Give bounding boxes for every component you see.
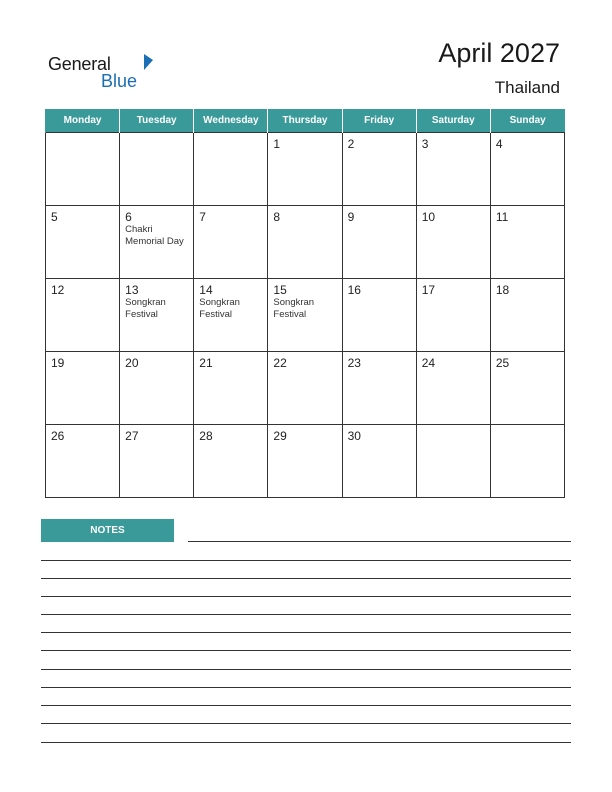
day-cell (268, 279, 342, 352)
day-number: 16 (347, 283, 361, 297)
holiday-label: Chakri Memorial Day (125, 224, 184, 247)
weekday-header-row (46, 109, 565, 133)
month-year-title: April 2027 (438, 38, 560, 68)
day-number: 21 (199, 356, 213, 370)
day-cell (268, 206, 342, 279)
notes-line (41, 650, 571, 651)
weekday-header: Saturday (416, 109, 490, 133)
day-cell (268, 352, 342, 425)
day-cell (490, 206, 564, 279)
day-cell (490, 425, 564, 498)
weekday-header: Friday (342, 109, 416, 133)
day-cell (342, 206, 416, 279)
logo-word-blue: Blue (101, 71, 138, 91)
day-cell (120, 206, 194, 279)
day-cell (120, 279, 194, 352)
weekday-header: Wednesday (194, 109, 268, 133)
weekday-header: Tuesday (120, 109, 194, 133)
day-number: 26 (51, 429, 65, 443)
day-number: 23 (347, 356, 361, 370)
day-number: 29 (273, 429, 287, 443)
day-cell (46, 425, 120, 498)
day-cell (490, 133, 564, 206)
notes-line (41, 687, 571, 688)
day-number: 19 (51, 356, 65, 370)
logo-word-general: General (48, 54, 111, 74)
day-number: 12 (51, 283, 65, 297)
notes-heading: NOTES (41, 519, 174, 542)
day-cell (120, 133, 194, 206)
day-cell (416, 279, 490, 352)
day-number: 8 (273, 210, 281, 224)
day-number: 20 (125, 356, 139, 370)
day-cell (416, 133, 490, 206)
notes-line (41, 669, 571, 670)
holiday-label: Songkran Festival (199, 297, 240, 320)
day-cell (416, 425, 490, 498)
day-cell (490, 279, 564, 352)
day-number: 30 (347, 429, 361, 443)
day-cell (342, 133, 416, 206)
day-cell (268, 133, 342, 206)
day-cell (416, 206, 490, 279)
week-row (46, 425, 565, 498)
day-number: 24 (421, 356, 436, 370)
day-number: 10 (421, 210, 436, 224)
day-cell (194, 206, 268, 279)
day-number: 22 (273, 356, 287, 370)
notes-line (41, 596, 571, 597)
notes-line (41, 705, 571, 706)
day-cell (120, 352, 194, 425)
logo-flag-icon (144, 54, 153, 70)
day-cell (46, 133, 120, 206)
day-cell (342, 352, 416, 425)
week-row (46, 279, 565, 352)
day-number: 17 (421, 283, 436, 297)
day-number: 27 (125, 429, 139, 443)
day-number: 4 (495, 137, 503, 151)
notes-line (188, 541, 571, 542)
weekday-header: Sunday (490, 109, 564, 133)
week-row (46, 352, 565, 425)
day-cell (194, 133, 268, 206)
day-number: 1 (273, 137, 281, 151)
weekday-header: Monday (46, 109, 120, 133)
day-cell (194, 279, 268, 352)
day-number: 13 (125, 283, 139, 297)
notes-line (41, 560, 571, 561)
day-cell (342, 425, 416, 498)
day-cell (120, 425, 194, 498)
country-label: Thailand (494, 78, 560, 97)
day-number: 2 (347, 137, 355, 151)
notes-line (41, 742, 571, 743)
day-number: 5 (51, 210, 58, 224)
day-number: 3 (421, 137, 429, 151)
day-cell (268, 425, 342, 498)
day-cell (46, 352, 120, 425)
notes-line (41, 632, 571, 633)
calendar-grid (45, 109, 565, 498)
day-number: 18 (495, 283, 510, 297)
day-cell (194, 352, 268, 425)
day-number: 6 (125, 210, 132, 224)
day-number: 11 (495, 210, 509, 224)
day-cell (194, 425, 268, 498)
day-cell (342, 279, 416, 352)
day-number: 15 (273, 283, 287, 297)
generalblue-logo (48, 52, 148, 92)
day-cell (416, 352, 490, 425)
day-cell (490, 352, 564, 425)
day-number: 9 (347, 210, 355, 224)
week-row (46, 133, 565, 206)
day-number: 28 (199, 429, 213, 443)
day-number: 14 (199, 283, 213, 297)
day-cell (46, 279, 120, 352)
weekday-header: Thursday (268, 109, 342, 133)
holiday-label: Songkran Festival (125, 297, 166, 320)
week-row (46, 206, 565, 279)
day-number: 7 (199, 210, 206, 224)
notes-line (41, 578, 571, 579)
notes-line (41, 723, 571, 724)
holiday-label: Songkran Festival (273, 297, 315, 320)
day-number: 25 (495, 356, 510, 370)
notes-line (41, 614, 571, 615)
day-cell (46, 206, 120, 279)
